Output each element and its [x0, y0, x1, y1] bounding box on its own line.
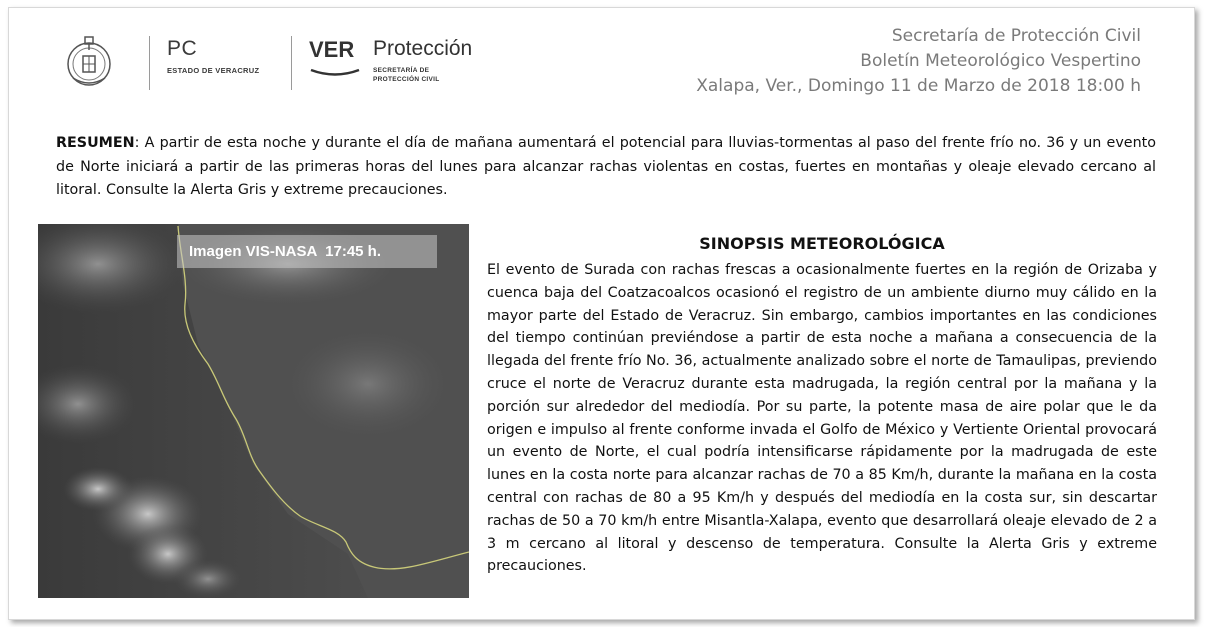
satellite-imagery [38, 224, 469, 598]
logo-separator [149, 36, 150, 90]
summary-label: RESUMEN [56, 135, 135, 151]
proteccion-sub-line: SECRETARÍA DE [373, 67, 430, 74]
veracruz-seal-icon [63, 34, 115, 90]
pc-logo-title: PC [167, 37, 198, 60]
ver-swoosh-icon [309, 67, 361, 77]
proteccion-sub-line: PROTECCIÓN CIVIL [373, 76, 440, 83]
summary-paragraph [56, 132, 1156, 203]
satellite-image [38, 224, 469, 598]
logo-separator [291, 36, 292, 90]
bulletin-page [8, 7, 1195, 620]
proteccion-logo-subtitle [373, 66, 440, 84]
proteccion-logo-word: Protección [373, 37, 473, 60]
header-agency: Secretaría de Protección Civil [891, 26, 1141, 46]
header-bulletin-title: Boletín Meteorológico Vespertino [860, 51, 1141, 71]
ver-logo-word: VER [309, 37, 355, 62]
logo-bar [63, 34, 503, 98]
header-date: Xalapa, Ver., Domingo 11 de Marzo de 2018 18:00 h [696, 76, 1141, 96]
bulletin-header [696, 24, 1141, 99]
pc-logo-subtitle: ESTADO DE VERACRUZ [167, 66, 260, 75]
synopsis-title: SINOPSIS METEOROLÓGICA [699, 234, 945, 253]
synopsis-body: El evento de Surada con rachas frescas a ocasionalmente fuertes en la región de Orizaba y cuenca baja del Coatzacoalcos ocasionó el registro de un ambiente diurno muy cálido en la mayor parte del Estado de Veracruz. Sin embargo, cambios importantes en las condiciones del tiempo continúan previéndose a partir de esta noche a mañana a consecuencia de la llegada del frente frío No. 36, actualmente analizado sobre el norte de Tamaulipas, previendo cruce el norte de Veracruz durante esta madrugada, la región central por la mañana y la porción sur alrededor del mediodía. Por su parte, la potente masa de aire polar que le da origen e impulso al frente conforme invada el Golfo de México y Vertiente Oriental provocará un evento de Norte, el cual podría intensificarse rápidamente por la madrugada de este lunes en la costa norte para alcanzar rachas de 70 a 85 Km/h, durante la mañana en la costa central con rachas de 80 a 95 Km/h y después del mediodía en la costa sur, sin descartar rachas de 50 a 70 km/h entre Misantla-Xalapa, evento que desarrollará oleaje elevado de 2 a 3 m cercano al litoral y descenso de temperatura. Consulte la Alerta Gris y extreme precauciones. [487, 262, 1157, 575]
satellite-image-label: Imagen VIS-NASA 17:45 h. [177, 235, 437, 268]
summary-text: : A partir de esta noche y durante el día de mañana aumentará el potencial para lluvias-tormentas al paso del frente frío no. 36 y un evento de Norte iniciará a partir de las primeras horas del lunes para alcanzar rachas violentas en costas, fuertes en montañas y oleaje elevado cercano al litoral. Consulte la Alerta Gris y extreme precauciones. [56, 135, 1156, 198]
